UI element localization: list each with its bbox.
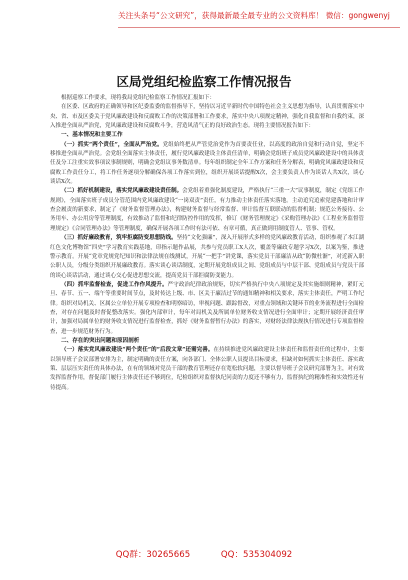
paragraph-text: 党组始终把从严管党治党作为首要责任业，以高度的政治自觉和行动自觉，坚定不移推进全面从严治党。会党组全面落实主体责任，履行党风廉政建设主体责任清单，明确会党组班子成员党风廉政建设中的具体责任及分工注重实效事项议事制规则，明确会党组议事务数清单。每年组织制定全年工作方案和任务分解表，明确党风廉政建设和反腐败工作责任分工，将工作任务逐项分解确保各项工作落实到位，组织开展谈话提醒X次，会主要负责人作为谈话人共X次，谈心谈话X次。 bbox=[50, 141, 364, 186]
paragraph-heading: （一）抓实“两个责任”，全面从严治党。 bbox=[61, 141, 163, 148]
banner-divider bbox=[118, 27, 400, 28]
document-title: 区局党组纪检监察工作情况报告 bbox=[116, 74, 292, 89]
document-body bbox=[50, 94, 364, 393]
paragraph-heading: （三）抓好廉政教育，筑牢拒腐防变思想防线。 bbox=[61, 235, 177, 242]
paragraph-text: 坚持“文化强廉”，深入开展形式多样的党风廉政教育活动，组织参观了本江湖红色文化博物馆“四史”学习教育实践基地，印指示题作品展，共参与党员职工X人次，覆盖等廉政专题学习X次，以案为鉴，推进警示教育。开展“党章党规党纪知识和法律法规在线测试，开展“一把手”讲党课，落实党员干部廉洁从政“防微杜渐”，对近新入职公职人员，分级分类组织开展廉政教育。落实谈心谈话制度，定期开展党组成员之间、党组成员与中层干部、党组成员与党员干部的谈心谈话活动，通过谈心交心促进思想交流，提高党员干部拒腐防变能力。 bbox=[50, 235, 364, 279]
paragraph bbox=[50, 187, 364, 234]
paragraph bbox=[50, 141, 364, 188]
paragraph-text: 会党组着重强化制度建设，严格执行“三重一大”议事制度，制定《党组工作规则》，全面落实班子成员分管范围内党风廉政建设“一岗双责”责任，有力推动主体责任落实落地。主动追究追索党建落地和计审查会履责的新要求，制定了《财务监督管理办法》，构建财务监督与经常监督、审计监督互联联动的监督机制；规范公务接待、公务用车、办公用房等管理制度，有效推动了监督和纪律防控作用的发挥，修订《财务管理规定》《采购管理办法》《工程业务监督管理规定》《合同管理办法》等管理制度，确保开展各项工作时有法可依、有章可循，真正做到用制度管人、管事、管权。 bbox=[50, 188, 364, 232]
intro-paragraph: 在区委、区政府的正确领导和区纪委监委的监督指导下，坚持以习近平新时代中国特色社会主义思想为指导，认真贯彻落实中央、省、市及区委关于党风廉政建设和反腐败工作的决策部署和工作要求，落实中央八项规定精神，强化自我监督和自我约束，深入推进全面从严治党，党风廉政建设和反腐败斗争，营造风清气正的良好政治生态。现将主要情况报告如下： bbox=[50, 104, 364, 130]
paragraph bbox=[50, 281, 364, 337]
paragraph bbox=[50, 234, 364, 281]
intro-paragraph: 根据巡察工作要求，现将我局党组纪检监察工作情况汇报如下： bbox=[61, 95, 216, 101]
footer-contact bbox=[0, 548, 408, 560]
section-heading: 一、基本情况和主要工作 bbox=[61, 132, 123, 139]
paragraph-heading: （一）落实党风廉政建设“两个责任”的“后段文章”还需完善。 bbox=[61, 347, 214, 354]
paragraph-text: 在持续推进党风廉政建设主体责任和监督责任的过程中，主要以领导班子会议部署安排为主，制定明确的责任方案，向各部门、全体公职人员提出目标要求，但缺对如何抓实主体责任、落实政策、层层压实责任的具体办法，在有的领域对党员干部的教育管理还存在宽松软问题，主要以督导班子会议研究部署为主，对有效发挥监督作用，督促部门履行主体责任还不够到位，纪检组织对监督执纪问责的力度还不够有力，监督执纪的精准性和实效性还有待提高。 bbox=[50, 347, 365, 391]
paragraph-heading: （四）抓牢监督检查，促进工作作风提升。 bbox=[61, 281, 168, 288]
section-heading: 二、存在的突出问题和原因剖析 bbox=[61, 337, 140, 344]
promo-banner: 关注头条号“公文研究”，获得最新最全最专业的公文资料库！ 微信：gongwenyj bbox=[118, 11, 390, 20]
paragraph bbox=[50, 346, 364, 393]
paragraph-text: 严守政治纪律政治规矩，切实严格执行中央八项规定及其实施细则精神，紧盯元旦、春节、五一、端午等重要时间节点，及时传达上级、市、区关于廉洁过节的通知精神和相关要求，落实主体责任，严明工作纪律。组织对局机关、区属公立单位开展专项检查和明察暗访，审视问题、跟踪督改，对重点领域和关键环节的业务流程进行全面检查，对存在问题及时督促整改落实。强化内部审计，每年对局机关及所属单位财务收支情况进行全面审计；定期开展经济责任审计，加强对局属单位的财务收支情况进行监督检查，抓好《财务监督暂行办法》的落实，对财经法律法规执行情况进行专项监督检查，进一步规范财务行为。 bbox=[50, 281, 364, 335]
footer-qq-group: QQ群：30265665 bbox=[115, 550, 191, 560]
footer-qq: QQ：535304092 bbox=[220, 550, 293, 560]
paragraph-heading: （二）抓好机制建设，落实党风廉政建设责任制。 bbox=[61, 188, 183, 195]
